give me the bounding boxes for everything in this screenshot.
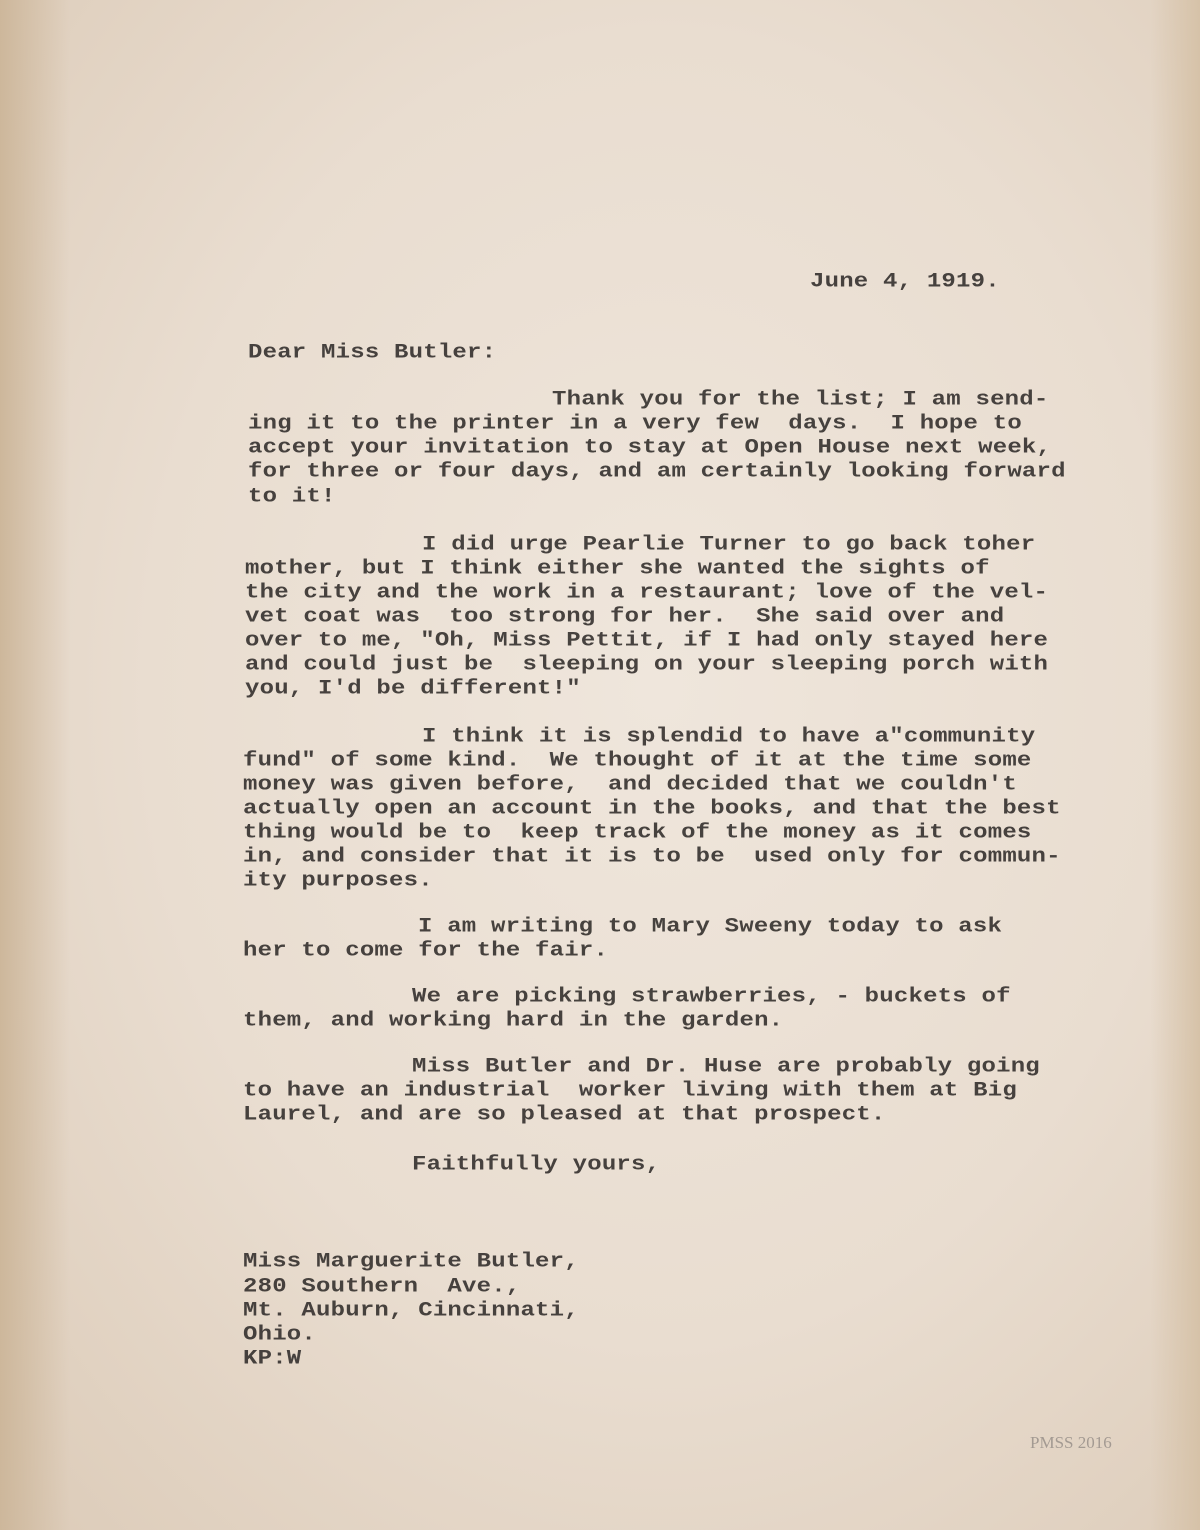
text-line: I did urge Pearlie Turner to go back toher bbox=[422, 533, 1036, 557]
closing: Faithfully yours, bbox=[412, 1153, 661, 1177]
text-line: vet coat was too strong for her. She said over and bbox=[245, 605, 1005, 629]
text-line: them, and working hard in the garden. bbox=[243, 1009, 784, 1033]
text-line: mother, but I think either she wanted the sights of bbox=[245, 557, 990, 581]
reference-initials: KP:W bbox=[243, 1347, 302, 1371]
text-line: her to come for the fair. bbox=[243, 939, 609, 963]
text-line: to have an industrial worker living with them at Big bbox=[243, 1079, 1017, 1103]
text-line: ity purposes. bbox=[243, 869, 433, 893]
text-line: money was given before, and decided that we couldn't bbox=[243, 773, 1017, 797]
archive-watermark: PMSS 2016 bbox=[1030, 1433, 1112, 1452]
text-line: thing would be to keep track of the money as it comes bbox=[243, 821, 1032, 845]
text-line: ing it to the printer in a very few days. I hope to bbox=[248, 412, 1022, 436]
paper-edge-left bbox=[0, 0, 70, 1530]
text-line: Miss Butler and Dr. Huse are probably going bbox=[412, 1055, 1040, 1079]
paper-edge-right bbox=[1150, 0, 1200, 1530]
address-line: Ohio. bbox=[243, 1323, 317, 1347]
text-line: over to me, "Oh, Miss Pettit, if I had only stayed here bbox=[245, 629, 1049, 653]
address-line: Mt. Auburn, Cincinnati, bbox=[243, 1299, 579, 1323]
address-line: Miss Marguerite Butler, bbox=[243, 1250, 579, 1274]
text-line: Laurel, and are so pleased at that prospect. bbox=[243, 1103, 886, 1127]
text-line: I am writing to Mary Sweeny today to ask bbox=[418, 915, 1003, 939]
address-line: 280 Southern Ave., bbox=[243, 1275, 521, 1299]
text-line: We are picking strawberries, - buckets of bbox=[412, 985, 1011, 1009]
text-line: the city and the work in a restaurant; love of the vel- bbox=[245, 581, 1049, 605]
text-line: accept your invitation to stay at Open House next week, bbox=[248, 436, 1052, 460]
text-line: for three or four days, and am certainly looking forward bbox=[248, 460, 1066, 484]
text-line: in, and consider that it is to be used only for commun- bbox=[243, 845, 1061, 869]
text-line: actually open an account in the books, and that the best bbox=[243, 797, 1061, 821]
salutation: Dear Miss Butler: bbox=[248, 341, 497, 365]
letter-date: June 4, 1919. bbox=[810, 270, 1000, 294]
text-line: and could just be sleeping on your sleeping porch with bbox=[245, 653, 1049, 677]
text-line: to it! bbox=[248, 485, 336, 509]
text-line: fund" of some kind. We thought of it at the time some bbox=[243, 749, 1032, 773]
text-line: I think it is splendid to have a"community bbox=[422, 725, 1036, 749]
text-line: you, I'd be different!" bbox=[245, 677, 581, 701]
text-line: Thank you for the list; I am send- bbox=[552, 388, 1049, 412]
